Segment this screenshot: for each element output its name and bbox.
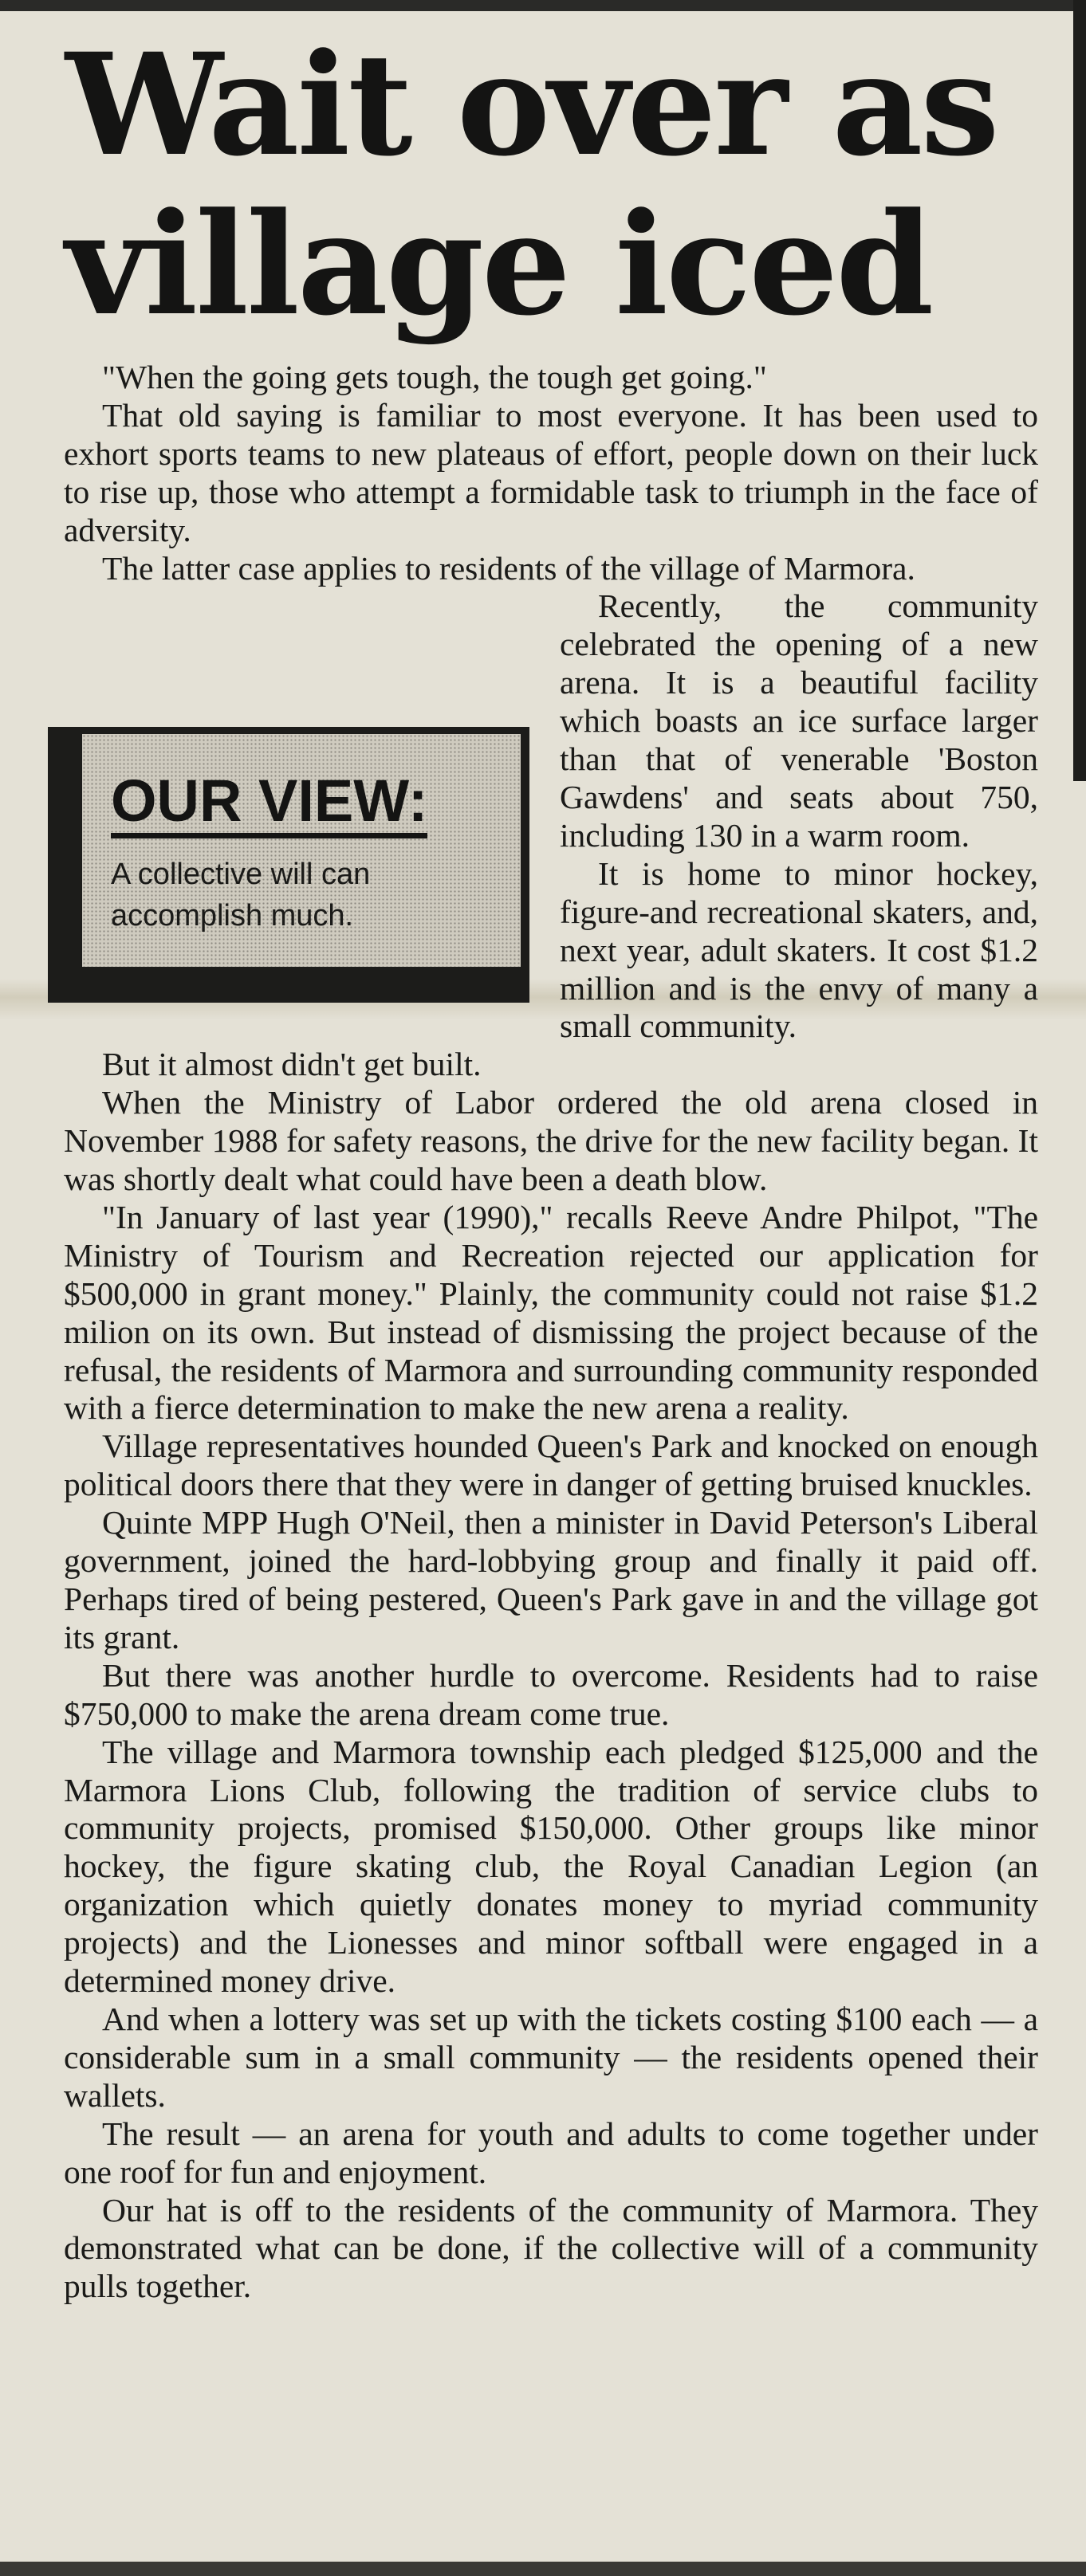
paragraph-2: That old saying is familiar to most everyone. It has been used to exhort sports teams to new plateaus of effort, people down on their luck to rise up, those who attempt a formidable task to triumph in the face of adversity. [64,396,1038,548]
paragraph-15: Our hat is off to the residents of the community of Marmora. They demonstrated what can be done, if the collective will of a community pulls together. [64,2191,1038,2305]
article-body [64,359,1038,2306]
paragraph-11: But there was another hurdle to overcome. Residents had to raise $750,000 to make the arena dream come true. [64,1656,1038,1732]
paragraph-6: But it almost didn't get built. [102,1046,482,1083]
paragraph-1: "When the going gets tough, the tough get going." [102,359,767,395]
headline: Wait over as village iced [65,22,997,347]
paragraph-9: Village representatives hounded Queen's Park and knocked on enough political doors there that they were in danger of getting bruised knuckles. [64,1427,1038,1503]
sidebar-spacer [64,727,560,1014]
paragraph-10: Quinte MPP Hugh O'Neil, then a minister in David Peterson's Liberal government, joined the hard-lobbying group and finally it paid off. Perhaps tired of being pestered, Queen's Park gave in and the village got its grant. [64,1504,1038,1655]
our-view-subtitle: A collective will can accomplish much. [111,858,371,933]
right-border-rule [1073,0,1086,781]
paragraph-8: "In January of last year (1990)," recalls Reeve Andre Philpot, "The Ministry of Tourism and Recreation rejected our application for $500,000 in grant money." Plainly, the community could not raise $1.2 milion on its own. But instead of dismissing the project because of the refusal, the residents of Marmora and surrounding community responded with a fierce determination to make the new arena a reality. [64,1198,1038,1427]
paragraph-4 [64,587,1038,854]
bottom-border-rule [0,2562,1086,2576]
paragraph-13: And when a lottery was set up with the tickets costing $100 each — a considerable sum in a small community — the residents opened their wallets. [64,2000,1038,2114]
our-view-title: OUR VIEW: [111,769,427,838]
paragraph-5: It is home to minor hockey, figure-and recreational skaters, and, next year, adult skaters. It cost $1.2 million and is the envy of many a small community. [560,854,1038,1045]
paragraph-14: The result — an arena for youth and adults to come together under one roof for fun and enjoyment. [64,2115,1038,2190]
paragraph-7: When the Ministry of Labor ordered the old arena closed in November 1988 for safety reasons, the drive for the new facility began. It was shortly dealt what could have been a death blow. [64,1084,1038,1198]
paragraph-4-text: Recently, the community celebrated the opening of a new arena. It is a beautiful facility which boasts an ice surface larger than that of venerable 'Boston Gawdens' and seats about 750, including 130 in a warm room. [560,587,1038,854]
paragraph-3: The latter case applies to residents of the village of Marmora. [102,549,915,587]
paragraph-12: The village and Marmora township each pledged $125,000 and the Marmora Lions Club, following the tradition of service clubs to community projects, promised $150,000. Other groups like minor hockey, the figure skating club, the Royal Canadian Legion (an organization which quietly donates money to myriad community projects) and the Lionesses and minor softball were engaged in a determined money drive. [64,1733,1038,2000]
top-border-rule [0,0,1086,11]
